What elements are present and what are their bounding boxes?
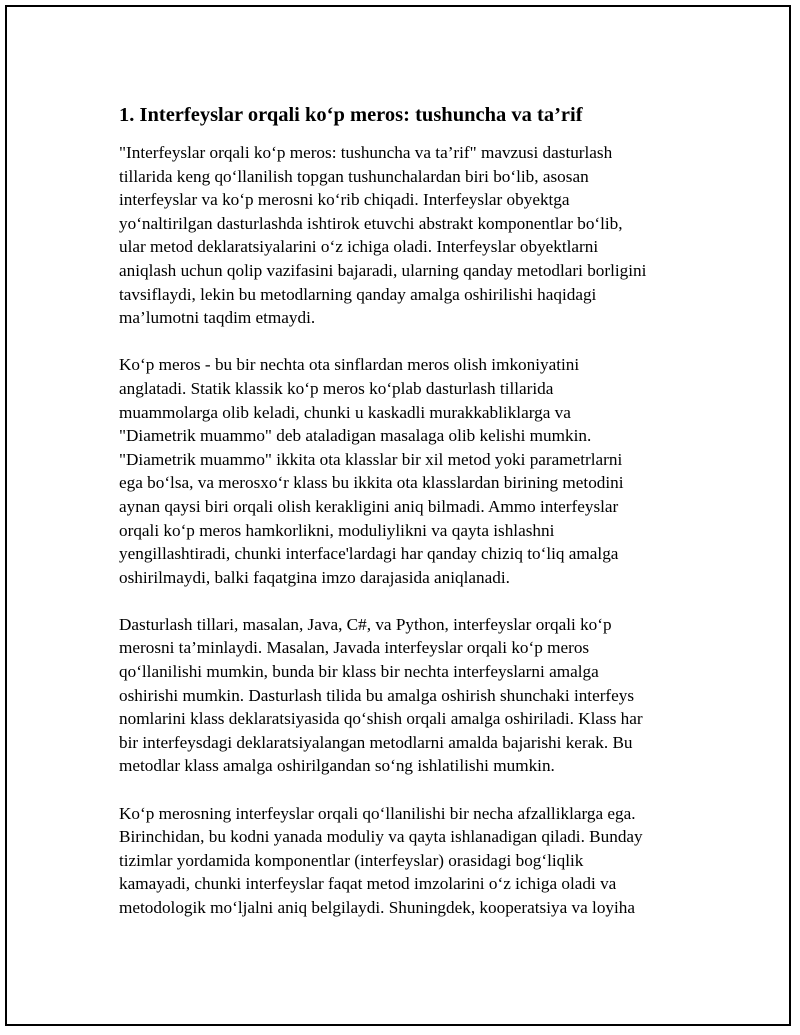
text-line: "Diametrik muammo" ikkita ota klasslar bir xil metod yoki parametrlarni (119, 449, 623, 469)
text-line: yengillashtiradi, chunki interface'lardagi har qanday chiziq toʻliq amalga (119, 544, 619, 564)
paragraph-1 (119, 141, 699, 330)
text-line: tizimlar yordamida komponentlar (interfeyslar) orasidagi bogʻliqlik (119, 850, 584, 870)
document-body (119, 95, 699, 943)
text-line: "Diametrik muammo" deb ataladigan masalaga olib kelishi mumkin. (119, 426, 592, 446)
section-heading: 1. Interfeyslar orqali koʻp meros: tushuncha va ta’rif (119, 104, 583, 126)
text-line: Koʻp merosning interfeyslar orqali qoʻllanilishi bir necha afzalliklarga ega. (119, 803, 636, 823)
text-line: anglatadi. Statik klassik koʻp meros koʻplab dasturlash tillarida (119, 378, 554, 398)
text-line: "Interfeyslar orqali koʻp meros: tushuncha va ta’rif" mavzusi dasturlash (119, 143, 613, 162)
text-line: Dasturlash tillari, masalan, Java, C#, va Python, interfeyslar orqali koʻp (119, 614, 612, 634)
text-line: metodlar klass amalga oshirilgandan soʻng ishlatilishi mumkin. (119, 756, 555, 776)
text-line: ega boʻlsa, va merosxoʻr klass bu ikkita ota klasslardan birining metodini (119, 473, 624, 493)
text-line: kamayadi, chunki interfeyslar faqat metod imzolarini oʻz ichiga oladi va (119, 874, 617, 894)
text-line: orqali koʻp meros hamkorlikni, moduliylikni va qayta ishlashni (119, 520, 555, 540)
paragraph-4 (119, 802, 699, 920)
text-line: Koʻp meros - bu bir nechta ota sinflardan meros olish imkoniyatini (119, 355, 580, 375)
text-line: Birinchidan, bu kodni yanada moduliy va qayta ishlanadigan qiladi. Bunday (119, 827, 643, 847)
text-line: interfeyslar va koʻp merosni koʻrib chiqadi. Interfeyslar obyektga (119, 190, 570, 210)
text-line: qoʻllanilishi mumkin, bunda bir klass bir nechta interfeyslarni amalga (119, 662, 599, 682)
text-line: aynan qaysi biri orqali olish kerakligini aniq bilmadi. Ammo interfeyslar (119, 496, 619, 516)
text-line: merosni ta’minlaydi. Masalan, Javada interfeyslar orqali koʻp meros (119, 638, 590, 658)
page-border (5, 5, 791, 1026)
text-line: ma’lumotni taqdim etmaydi. (119, 308, 316, 328)
text-line: tillarida keng qoʻllanilish topgan tushunchalardan biri boʻlib, asosan (119, 166, 589, 186)
paragraph-3 (119, 613, 699, 778)
text-line: metodologik moʻljalni aniq belgilaydi. Shuningdek, kooperatsiya va loyiha (119, 898, 636, 917)
paragraph-2 (119, 353, 699, 589)
text-line: oshirishi mumkin. Dasturlash tilida bu amalga oshirish shunchaki interfeys (119, 685, 635, 705)
text-line: muammolarga olib keladi, chunki u kaskadli murakkabliklarga va (119, 402, 571, 422)
text-line: oshirilmaydi, balki faqatgina imzo darajasida aniqlanadi. (119, 567, 510, 587)
text-line: yoʻnaltirilgan dasturlashda ishtirok etuvchi abstrakt komponentlar boʻlib, (119, 213, 623, 233)
text-line: bir interfeysdagi deklaratsiyalangan metodlarni amalda bajarishi kerak. Bu (119, 732, 633, 752)
text-line: tavsiflaydi, lekin bu metodlarning qanday amalga oshirilishi haqidagi (119, 284, 597, 304)
text-line: aniqlash uchun qolip vazifasini bajaradi, ularning qanday metodlari borligini (119, 260, 647, 280)
text-line: ular metod deklaratsiyalarini oʻz ichiga oladi. Interfeyslar obyektlarni (119, 237, 599, 257)
text-line: nomlarini klass deklaratsiyasida qoʻshish orqali amalga oshiriladi. Klass har (119, 709, 643, 729)
